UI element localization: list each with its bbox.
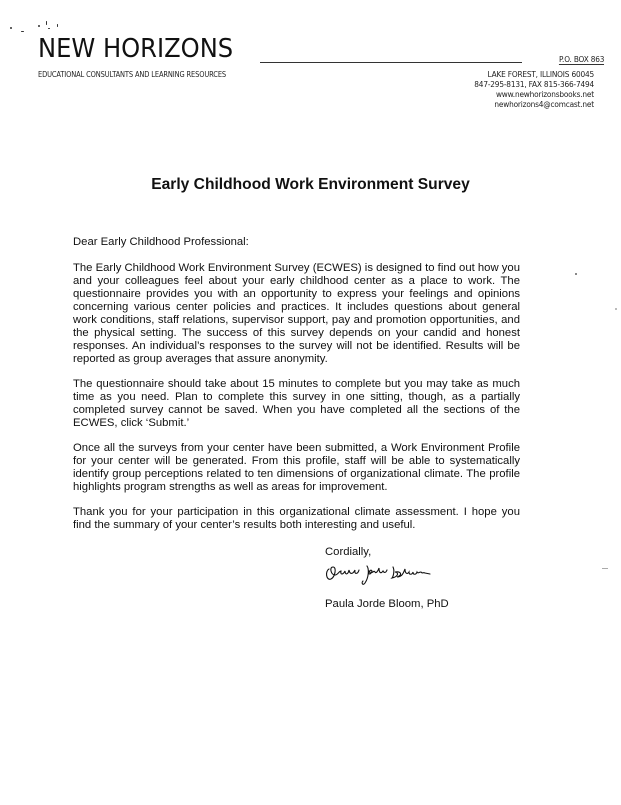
company-tagline: EDUCATIONAL CONSULTANTS AND LEARNING RESOURCES (38, 70, 227, 79)
document-title: Early Childhood Work Environment Survey (151, 176, 470, 193)
scan-artifact (575, 273, 577, 275)
greeting: Dear Early Childhood Professional: (73, 236, 249, 248)
company-name: NEW HORIZONS (38, 34, 234, 64)
address-line-email: newhorizons4@comcast.net (494, 99, 594, 109)
paragraph-profile: Once all the surveys from your center have been submitted, a Work Environment Profile for your center will be generated. From this profile, staff will be able to systematically identify group perceptions related to ten dimensions of organizational climate. The profile highlights program strengths as well as areas for improvement. (73, 442, 520, 493)
letter-body (73, 236, 520, 544)
paragraph-thanks: Thank you for your participation in this organizational climate assessment. I hope you find the summary of your center’s results both interesting and useful. (73, 506, 520, 531)
scan-artifact (615, 308, 617, 310)
po-box: P.O. BOX 863 (558, 55, 604, 64)
letterhead-rule (260, 62, 522, 63)
scan-artifact (602, 568, 608, 569)
closing: Cordially, (325, 546, 372, 558)
address-line-phone: 847-295-8131, FAX 815-366-7494 (474, 79, 594, 89)
address-line-website: www.newhorizonsbooks.net (495, 89, 594, 99)
signer-name: Paula Jorde Bloom, PhD (325, 598, 449, 610)
company-address (474, 69, 594, 109)
paragraph-intro: The Early Childhood Work Environment Survey (ECWES) is designed to find out how you and your colleagues feel about your early childhood center as a place to work. The questionnaire provides you with an opportunity to express your feelings and opinions concerning various center policies and practices. It includes questions about general work conditions, staff relations, supervisor support, pay and promotion opportunities, and the physical setting. The success of this survey depends on your candid and honest responses. An individual’s responses to the survey will not be identified. Results will be reported as group averages that assure anonymity. (73, 262, 520, 365)
address-line-city: LAKE FOREST, ILLINOIS 60045 (487, 69, 594, 79)
paragraph-instructions: The questionnaire should take about 15 minutes to complete but you may take as much time as you need. Plan to complete this survey in one sitting, though, as a partially completed survey cannot be saved. When you have completed all the sections of the ECWES, click ‘Submit.’ (73, 378, 520, 429)
signature-icon (323, 561, 433, 591)
